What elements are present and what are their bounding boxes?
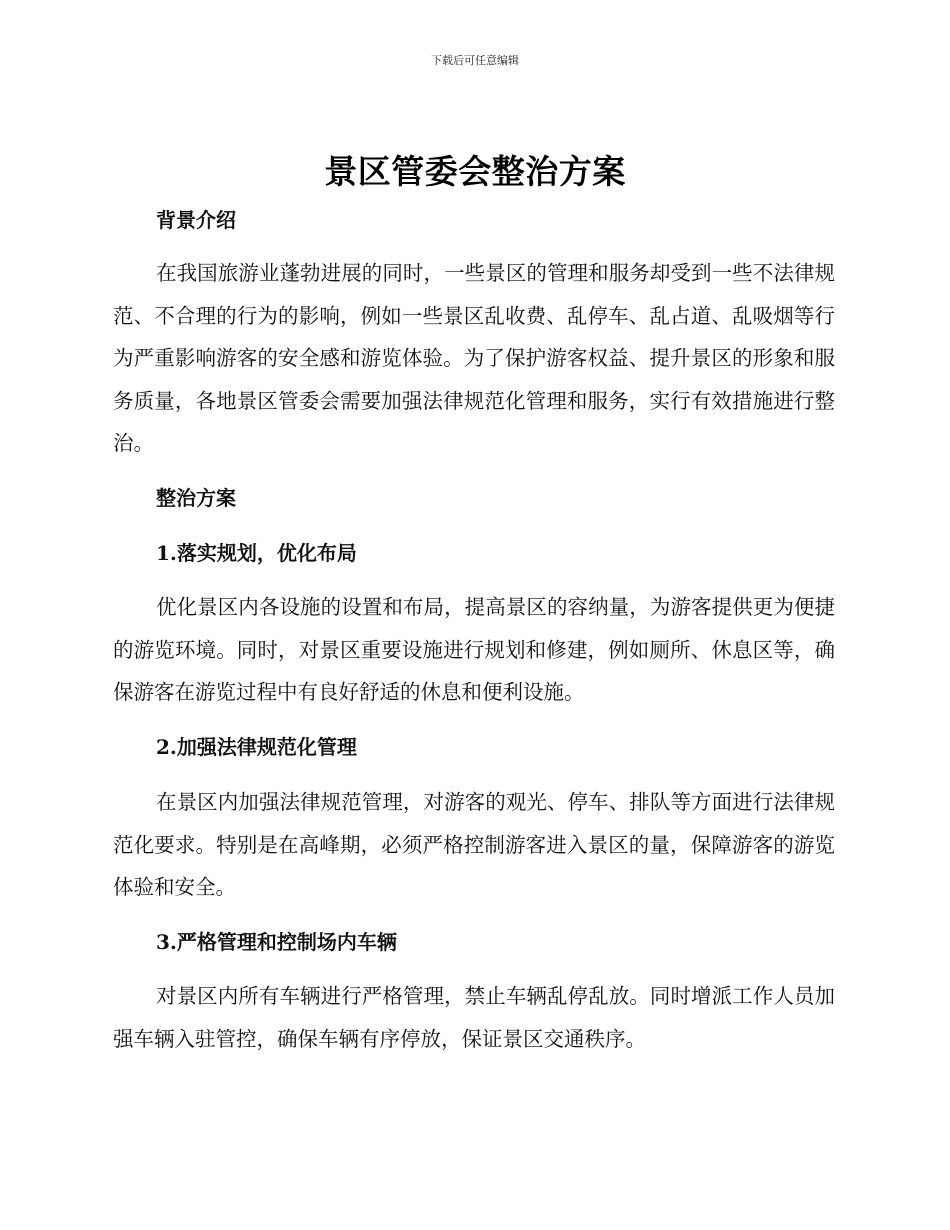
- paragraph-section-1: 优化景区内各设施的设置和布局，提高景区的容纳量，为游客提供更为便捷的游览环境。同时，对景区重要设施进行规划和修建，例如厕所、休息区等，确保游客在游览过程中有良好舒适的休息和便利设施。: [113, 595, 835, 705]
- section-heading-plan: 整治方案: [156, 486, 236, 510]
- paragraph-background: 在我国旅游业蓬勃进展的同时，一些景区的管理和服务却受到一些不法律规范、不合理的行为的影响，例如一些景区乱收费、乱停车、乱占道、乱吸烟等行为严重影响游客的安全感和游览体验。为了保护游客权益、提升景区的形象和服务质量，各地景区管委会需要加强法律规范化管理和服务，实行有效措施进行整治。: [113, 261, 835, 456]
- paragraph-section-3: 对景区内所有车辆进行严格管理，禁止车辆乱停乱放。同时增派工作人员加强车辆入驻管控，确保车辆有序停放，保证景区交通秩序。: [113, 984, 835, 1051]
- paragraph-section-2: 在景区内加强法律规范管理，对游客的观光、停车、排队等方面进行法律规范化要求。特别是在高峰期，必须严格控制游客进入景区的量，保障游客的游览体验和安全。: [113, 790, 835, 900]
- document-title: 景区管委会整治方案: [324, 152, 626, 191]
- subsection-heading-3: 3.严格管理和控制场内车辆: [156, 930, 397, 954]
- section-heading-background: 背景介绍: [156, 208, 236, 232]
- subsection-heading-2: 2.加强法律规范化管理: [156, 735, 357, 759]
- page-header-note: 下载后可任意编辑: [431, 54, 519, 67]
- subsection-heading-1: 1.落实规划，优化布局: [156, 541, 357, 565]
